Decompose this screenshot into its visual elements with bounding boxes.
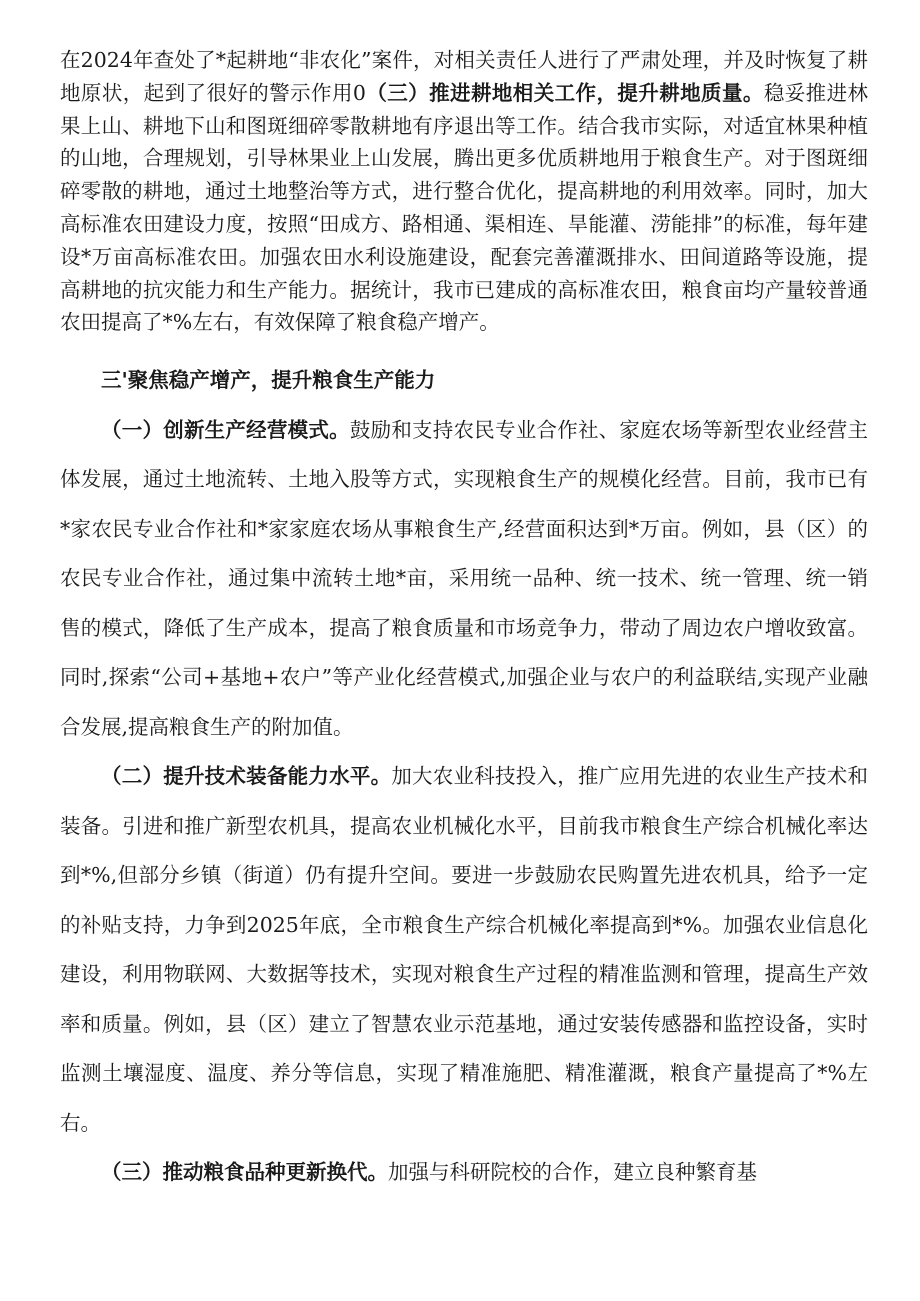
paragraph-text: 在2024年查处了*起耕地“非农化”案件，对相关责任人进行了严肃处理，并及时恢复了耕地原状，起到了很好的警示作用0	[60, 48, 868, 105]
section-heading: 三'聚焦稳产增产，提升粮食生产能力	[101, 368, 436, 392]
paragraph-tech-equipment	[60, 752, 868, 1148]
paragraph-text: 鼓励和支持农民专业合作社、家庭农场等新型农业经营主体发展，通过土地流转、土地入股等方式，实现粮食生产的规模化经营。目前，我市已有*家农民专业合作社和*家家庭农场从事粮食生产,经营面积达到*万亩。例如，县（区）的农民专业合作社，通过集中流转土地*亩，采用统一品种、统一技术、统一管理、统一销售的模式，降低了生产成本，提高了粮食质量和市场竞争力，带动了周边农户增收致富。同时,探索“公司+基地+农户”等产业化经营模式,加强企业与农户的利益联结,实现产业融合发展,提高粮食生产的附加值。	[60, 417, 869, 739]
paragraph-text: 加大农业科技投入，推广应用先进的农业生产技术和装备。引进和推广新型农机具，提高农业机械化水平，目前我市粮食生产综合机械化率达到*%,但部分乡镇（街道）仍有提升空间。要进一步鼓励农民购置先进农机具，给予一定的补贴支持，力争到2025年底，全市粮食生产综合机械化率提高到*%。加强农业信息化建设，利用物联网、大数据等技术，实现对粮食生产过程的精准监测和管理，提高生产效率和质量。例如，县（区）建立了智慧农业示范基地，通过安装传感器和监控设备，实时监测土壤湿度、温度、养分等信息，实现了精准施肥、精准灌溉，粮食产量提高了*%左右。	[60, 764, 869, 1135]
paragraph-farmland-quality	[60, 44, 868, 339]
section-three	[60, 356, 868, 1198]
subheading-tech-equipment: （二）提升技术装备能力水平。	[101, 764, 392, 788]
paragraph-business-model	[60, 406, 868, 753]
subheading-farmland-work: （三）推进耕地相关工作，提升耕地质量。	[365, 80, 764, 105]
subheading-business-model: （一）创新生产经营模式。	[101, 417, 350, 442]
subheading-crop-varieties: （三）推动粮食品种更新换代。	[101, 1160, 388, 1184]
paragraph-text: 稳妥推进林果上山、耕地下山和图斑细碎零散耕地有序退出等工作。结合我市实际，对适宜林果种植的山地，合理规划，引导林果业上山发展，腾出更多优质耕地用于粮食生产。对于图斑细碎零散的耕地，通过土地整治等方式，进行整合优化，提高耕地的利用效率。同时，加大高标准农田建设力度，按照“田成方、路相通、渠相连、旱能灌、涝能排”的标准，每年建设*万亩高标准农田。加强农田水利设施建设，配套完善灌溉排水、田间道路等设施，提高耕地的抗灾能力和生产能力。据统计，我市已建成的高标准农田，粮食亩均产量较普通农田提高了*%左右，有效保障了粮食稳产增产。	[60, 80, 869, 335]
paragraph-text: 加强与科研院校的合作，建立良种繁育基	[388, 1160, 757, 1184]
paragraph-crop-varieties	[60, 1148, 868, 1198]
